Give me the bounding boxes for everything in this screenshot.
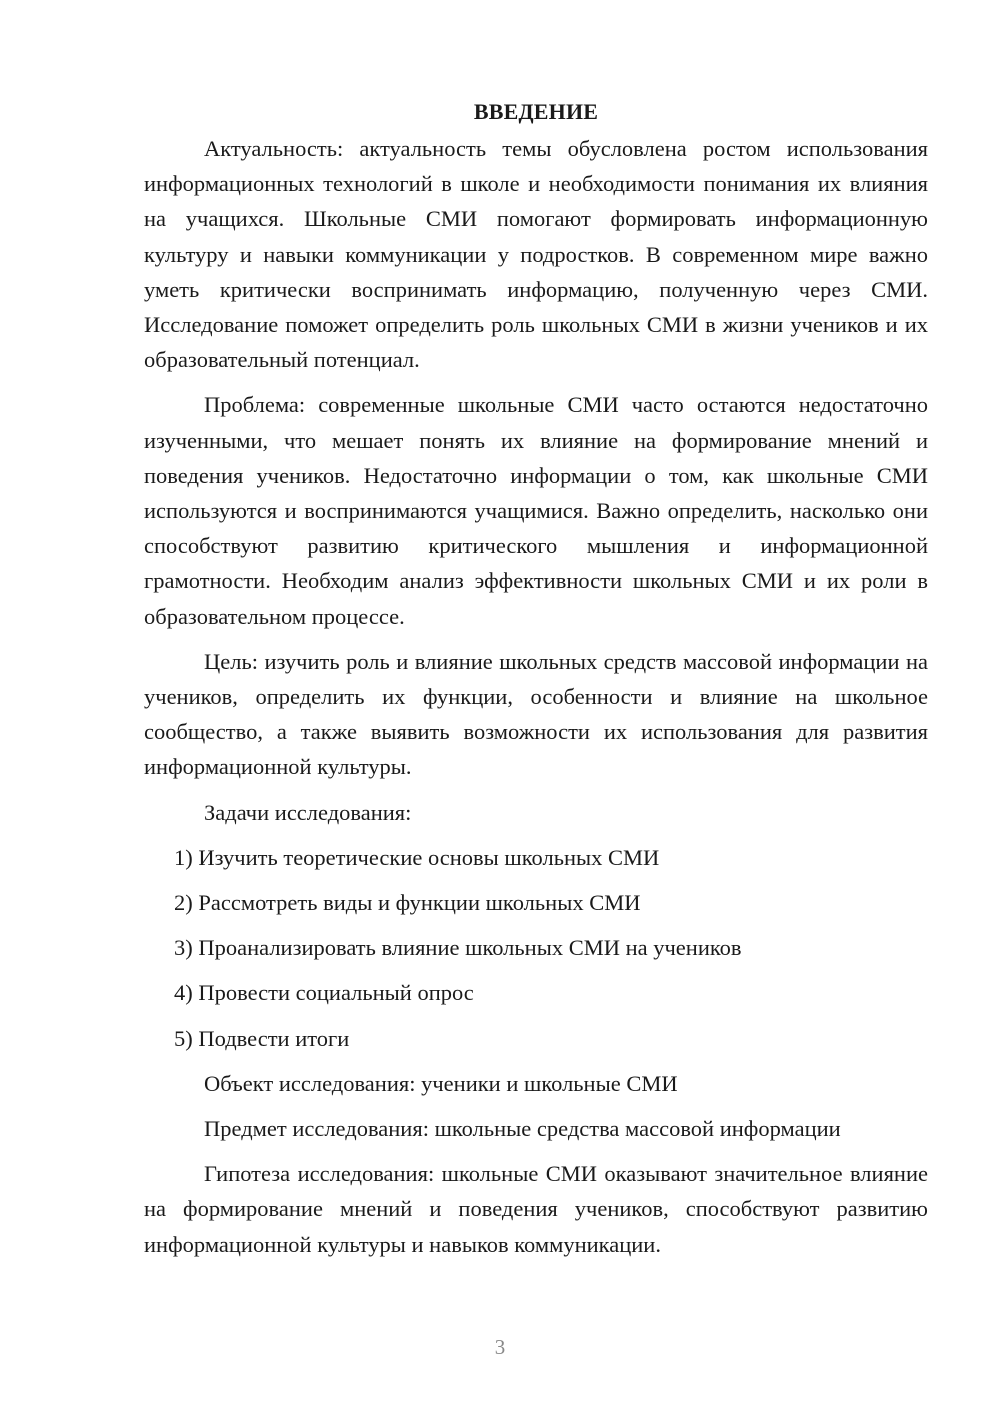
research-hypothesis: Гипотеза исследования: школьные СМИ оказывают значительное влияние на формирование мнений и поведения учеников, способствуют развитию информационной культуры и навыков коммуникации.: [144, 1161, 928, 1257]
task-item: 1) Изучить теоретические основы школьных СМИ: [174, 844, 660, 870]
tasks-heading: Задачи исследования:: [204, 799, 412, 825]
tasks-list: [144, 840, 928, 1056]
section-title: ВВЕДЕНИЕ: [473, 99, 599, 124]
research-object: Объект исследования: ученики и школьные СМИ: [204, 1070, 678, 1096]
task-item: 4) Провести социальный опрос: [174, 980, 474, 1006]
task-item: 5) Подвести итоги: [174, 1025, 350, 1051]
relevance-paragraph: Актуальность: актуальность темы обусловлена ростом использования информационных технологий в школе и необходимости понимания их влияния на учащихся. Школьные СМИ помогают формировать информационную культуру и навыки коммуникации у подростков. В современном мире важно уметь критически воспринимать информацию, полученную через СМИ. Исследование поможет определить роль школьных СМИ в жизни учеников и их образовательный потенциал.: [144, 136, 928, 373]
problem-paragraph: Проблема: современные школьные СМИ часто остаются недостаточно изученными, что мешает понять их влияние на формирование мнений и поведения учеников. Недостаточно информации о том, как школьные СМИ используются и воспринимаются учащимися. Важно определить, насколько они способствуют развитию критического мышления и информационной грамотности. Необходим анализ эффективности школьных СМИ и их роли в образовательном процессе.: [144, 392, 928, 629]
task-item: 2) Рассмотреть виды и функции школьных СМИ: [174, 890, 641, 916]
research-subject: Предмет исследования: школьные средства массовой информации: [204, 1116, 841, 1142]
page-number: 3: [494, 1335, 506, 1359]
document-page: [144, 94, 928, 1262]
goal-paragraph: Цель: изучить роль и влияние школьных средств массовой информации на учеников, определить их функции, особенности и влияние на школьное сообщество, а также выявить возможности их использования для развития информационной культуры.: [144, 648, 928, 780]
task-item: 3) Проанализировать влияние школьных СМИ на учеников: [174, 935, 742, 961]
